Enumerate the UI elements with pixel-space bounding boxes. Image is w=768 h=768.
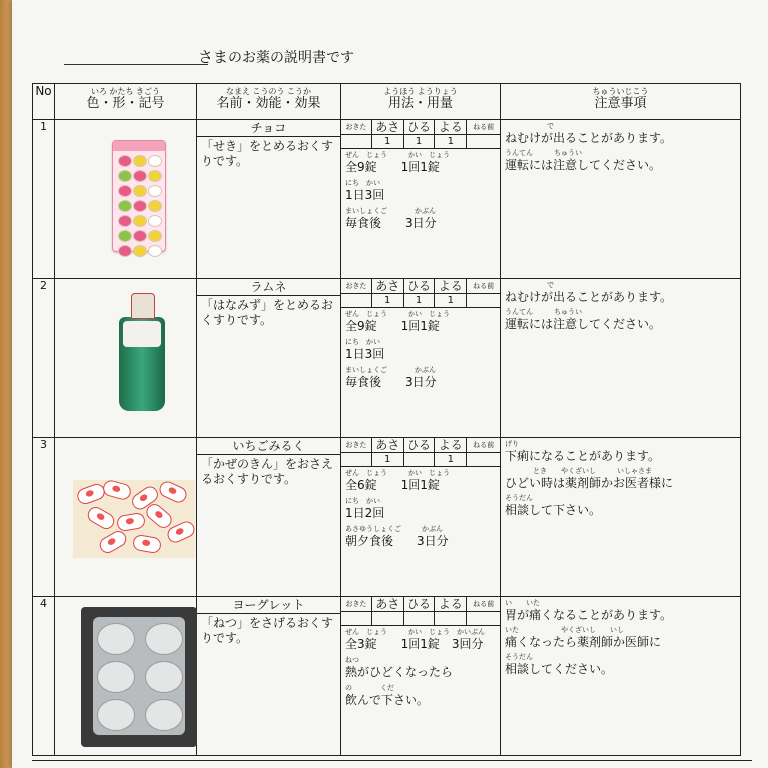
caution-text — [501, 438, 740, 518]
count-hiru — [404, 612, 436, 625]
usage-line: 毎食後 3日分 — [345, 216, 437, 230]
medicine-table — [32, 83, 741, 756]
count-nerumae — [467, 612, 500, 625]
chocolate-piece — [118, 155, 132, 167]
count-yoru: 1 — [435, 453, 467, 466]
usage-cell — [341, 438, 501, 597]
caution-line: 下痢になることがあります。 — [505, 449, 661, 463]
table-row — [33, 279, 741, 438]
timing-nerumae: ねる前 — [473, 441, 495, 449]
caution-ruby: そうだん — [505, 653, 533, 661]
chocolate-piece — [148, 200, 162, 212]
timing-asa: あさ — [372, 597, 404, 611]
caution-ruby: で — [505, 122, 554, 130]
chocolate-piece — [118, 200, 132, 212]
usage-line: 1日3回 — [345, 347, 385, 361]
count-hiru — [404, 453, 436, 466]
header-no: No — [33, 84, 55, 120]
dose-count-row — [341, 612, 500, 626]
caution-cell — [501, 438, 741, 597]
header-name-effect — [197, 84, 341, 120]
dose-timing-header — [341, 438, 500, 453]
count-asa — [372, 612, 404, 625]
caution-ruby: うんてん ちゅうい — [505, 149, 582, 157]
caution-text — [501, 597, 740, 677]
header-usage — [341, 84, 501, 120]
usage-line: 毎食後 3日分 — [345, 375, 437, 389]
count-okita — [341, 453, 372, 466]
usage-ruby: あさゆうしょくご かぶん — [345, 525, 443, 533]
row-number: 4 — [33, 597, 55, 756]
caution-cell — [501, 597, 741, 756]
usage-ruby: まいしょくご かぶん — [345, 366, 436, 374]
chocolate-piece — [118, 185, 132, 197]
drug-effect: 「ねつ」をさげるおくすりです。 — [201, 616, 334, 645]
chocolate-piece — [133, 245, 147, 257]
medicine-image-choco — [55, 120, 197, 279]
caution-line: 痛くなったら薬剤師か医師に — [505, 635, 662, 649]
strawberry-candy-icon — [73, 480, 195, 558]
usage-line: 全9錠 1回1錠 — [345, 160, 440, 174]
header-label: 名前・効能・効果 — [216, 96, 321, 111]
timing-hiru: ひる — [404, 597, 436, 611]
timing-yoru: よる — [435, 279, 467, 293]
usage-line: 飲んで下さい。 — [345, 693, 430, 707]
header-color-shape — [55, 84, 197, 120]
caution-ruby: いた やくざいし いし — [505, 626, 624, 634]
header-caution — [501, 84, 741, 120]
timing-okita: おきた — [341, 438, 372, 452]
table-row — [33, 120, 741, 279]
caution-line: 運転には注意してください。 — [505, 317, 662, 331]
chocolate-piece — [118, 170, 132, 182]
medicine-image-ramune — [55, 279, 197, 438]
caution-line: 胃が痛くなることがあります。 — [505, 608, 673, 622]
document-title — [198, 46, 354, 67]
timing-okita: おきた — [341, 279, 372, 293]
caution-text — [501, 120, 740, 173]
usage-line: 1日2回 — [345, 506, 385, 520]
timing-hiru: ひる — [404, 438, 436, 452]
header-label: 用法・用量 — [387, 96, 453, 111]
drug-name: ヨーグレット — [197, 597, 340, 614]
timing-yoru: よる — [435, 120, 467, 134]
caution-cell — [501, 279, 741, 438]
header-ruby: ようほう ようりょう — [383, 87, 458, 96]
timing-yoru: よる — [435, 438, 467, 452]
title-main: さま — [198, 48, 229, 66]
usage-line: 熱がひどくなったら — [345, 665, 454, 679]
chocolate-piece — [118, 230, 132, 242]
timing-hiru: ひる — [404, 120, 436, 134]
caution-ruby: とき やくざいし いしゃさま — [505, 467, 652, 475]
blister-pack-icon — [81, 607, 197, 747]
name-effect-cell — [197, 597, 341, 756]
count-yoru: 1 — [435, 135, 467, 148]
dose-timing-header — [341, 597, 500, 612]
usage-ruby: ぜん じょう かい じょう かいぶん — [345, 628, 485, 636]
chocolate-piece — [148, 230, 162, 242]
count-nerumae — [467, 453, 500, 466]
usage-line: 朝夕食後 3日分 — [345, 534, 449, 548]
ramune-bottle-icon — [117, 293, 167, 411]
chocolate-piece — [133, 200, 147, 212]
caution-ruby: うんてん ちゅうい — [505, 308, 582, 316]
header-label: 色・形・記号 — [86, 96, 165, 111]
caution-line: 運転には注意してください。 — [505, 158, 662, 172]
usage-line: 1日3回 — [345, 188, 385, 202]
table-header-row — [33, 84, 741, 120]
caution-line: 相談して下さい。 — [505, 503, 602, 517]
chocolate-piece — [133, 155, 147, 167]
count-yoru: 1 — [435, 294, 467, 307]
header-ruby: いろ かたち きごう — [90, 87, 161, 96]
chocolate-pack-icon — [112, 140, 166, 252]
count-asa: 1 — [372, 294, 404, 307]
usage-ruby: ぜん じょう かい じょう — [345, 151, 450, 159]
dose-timing-header — [341, 120, 500, 135]
drug-effect: 「かぜのきん」をおさえるおくすりです。 — [201, 457, 334, 486]
chocolate-piece — [133, 215, 147, 227]
count-okita — [341, 612, 372, 625]
timing-asa: あさ — [372, 279, 404, 293]
name-underline — [64, 64, 208, 65]
table-row — [33, 597, 741, 756]
caution-ruby: げり — [505, 440, 519, 448]
chocolate-piece — [148, 155, 162, 167]
usage-text — [341, 308, 500, 390]
usage-line: 全3錠 1回1錠 3回分 — [345, 637, 484, 651]
usage-ruby: にち かい — [345, 497, 380, 505]
drug-effect: 「はなみず」をとめるおくすりです。 — [201, 298, 334, 327]
usage-ruby: まいしょくご かぶん — [345, 207, 436, 215]
usage-ruby: ぜん じょう かい じょう — [345, 469, 450, 477]
count-yoru — [435, 612, 467, 625]
usage-line: 全6錠 1回1錠 — [345, 478, 440, 492]
medicine-image-ichigo — [55, 438, 197, 597]
usage-ruby: にち かい — [345, 179, 380, 187]
timing-yoru: よる — [435, 597, 467, 611]
usage-ruby: の くだ — [345, 684, 394, 692]
dose-count-row — [341, 135, 500, 149]
usage-ruby: ぜん じょう かい じょう — [345, 310, 450, 318]
timing-nerumae: ねる前 — [473, 282, 495, 290]
header-ruby: ちゅういじこう — [592, 87, 649, 96]
bottom-rule — [32, 760, 752, 761]
timing-okita: おきた — [341, 597, 372, 611]
chocolate-piece — [133, 230, 147, 242]
timing-asa: あさ — [372, 120, 404, 134]
usage-text — [341, 626, 500, 708]
caution-line: ねむけが出ることがあります。 — [505, 131, 673, 145]
name-effect-cell — [197, 438, 341, 597]
usage-ruby: ねつ — [345, 656, 359, 664]
count-nerumae — [467, 135, 500, 148]
header-ruby: なまえ こうのう こうか — [225, 87, 312, 96]
caution-text — [501, 279, 740, 332]
count-nerumae — [467, 294, 500, 307]
count-asa: 1 — [372, 453, 404, 466]
row-number: 3 — [33, 438, 55, 597]
dose-count-row — [341, 294, 500, 308]
count-okita — [341, 294, 372, 307]
drug-effect: 「せき」をとめるおくすりです。 — [201, 139, 334, 168]
usage-text — [341, 149, 500, 231]
caution-ruby: い いた — [505, 599, 540, 607]
row-number: 1 — [33, 120, 55, 279]
caution-line: 相談してください。 — [505, 662, 614, 676]
caution-line: ねむけが出ることがあります。 — [505, 290, 673, 304]
usage-cell — [341, 279, 501, 438]
usage-ruby: にち かい — [345, 338, 380, 346]
chocolate-piece — [148, 185, 162, 197]
chocolate-piece — [148, 170, 162, 182]
timing-asa: あさ — [372, 438, 404, 452]
dose-count-row — [341, 453, 500, 467]
chocolate-piece — [133, 170, 147, 182]
chocolate-piece — [118, 215, 132, 227]
medicine-image-yogurette — [55, 597, 197, 756]
usage-cell — [341, 597, 501, 756]
caution-ruby: で — [505, 281, 554, 289]
count-hiru: 1 — [404, 135, 436, 148]
timing-okita: おきた — [341, 120, 372, 134]
dose-timing-header — [341, 279, 500, 294]
chocolate-piece — [133, 185, 147, 197]
caution-ruby: そうだん — [505, 494, 533, 502]
chocolate-piece — [148, 245, 162, 257]
row-number: 2 — [33, 279, 55, 438]
drug-name: いちごみるく — [197, 438, 340, 455]
caution-cell — [501, 120, 741, 279]
timing-nerumae: ねる前 — [473, 600, 495, 608]
caution-line: ひどい時は薬剤師かお医者様に — [505, 476, 674, 490]
header-label: 注意事項 — [594, 96, 647, 111]
drug-name: チョコ — [197, 120, 340, 137]
usage-text — [341, 467, 500, 549]
title-rest: のお薬の説明書です — [228, 50, 355, 66]
usage-cell — [341, 120, 501, 279]
name-effect-cell — [197, 120, 341, 279]
table-row — [33, 438, 741, 597]
medicine-instruction-sheet — [12, 0, 768, 768]
chocolate-piece — [118, 245, 132, 257]
count-asa: 1 — [372, 135, 404, 148]
usage-line: 全9錠 1回1錠 — [345, 319, 440, 333]
timing-hiru: ひる — [404, 279, 436, 293]
count-hiru: 1 — [404, 294, 436, 307]
name-effect-cell — [197, 279, 341, 438]
chocolate-piece — [148, 215, 162, 227]
timing-nerumae: ねる前 — [473, 123, 495, 131]
drug-name: ラムネ — [197, 279, 340, 296]
count-okita — [341, 135, 372, 148]
